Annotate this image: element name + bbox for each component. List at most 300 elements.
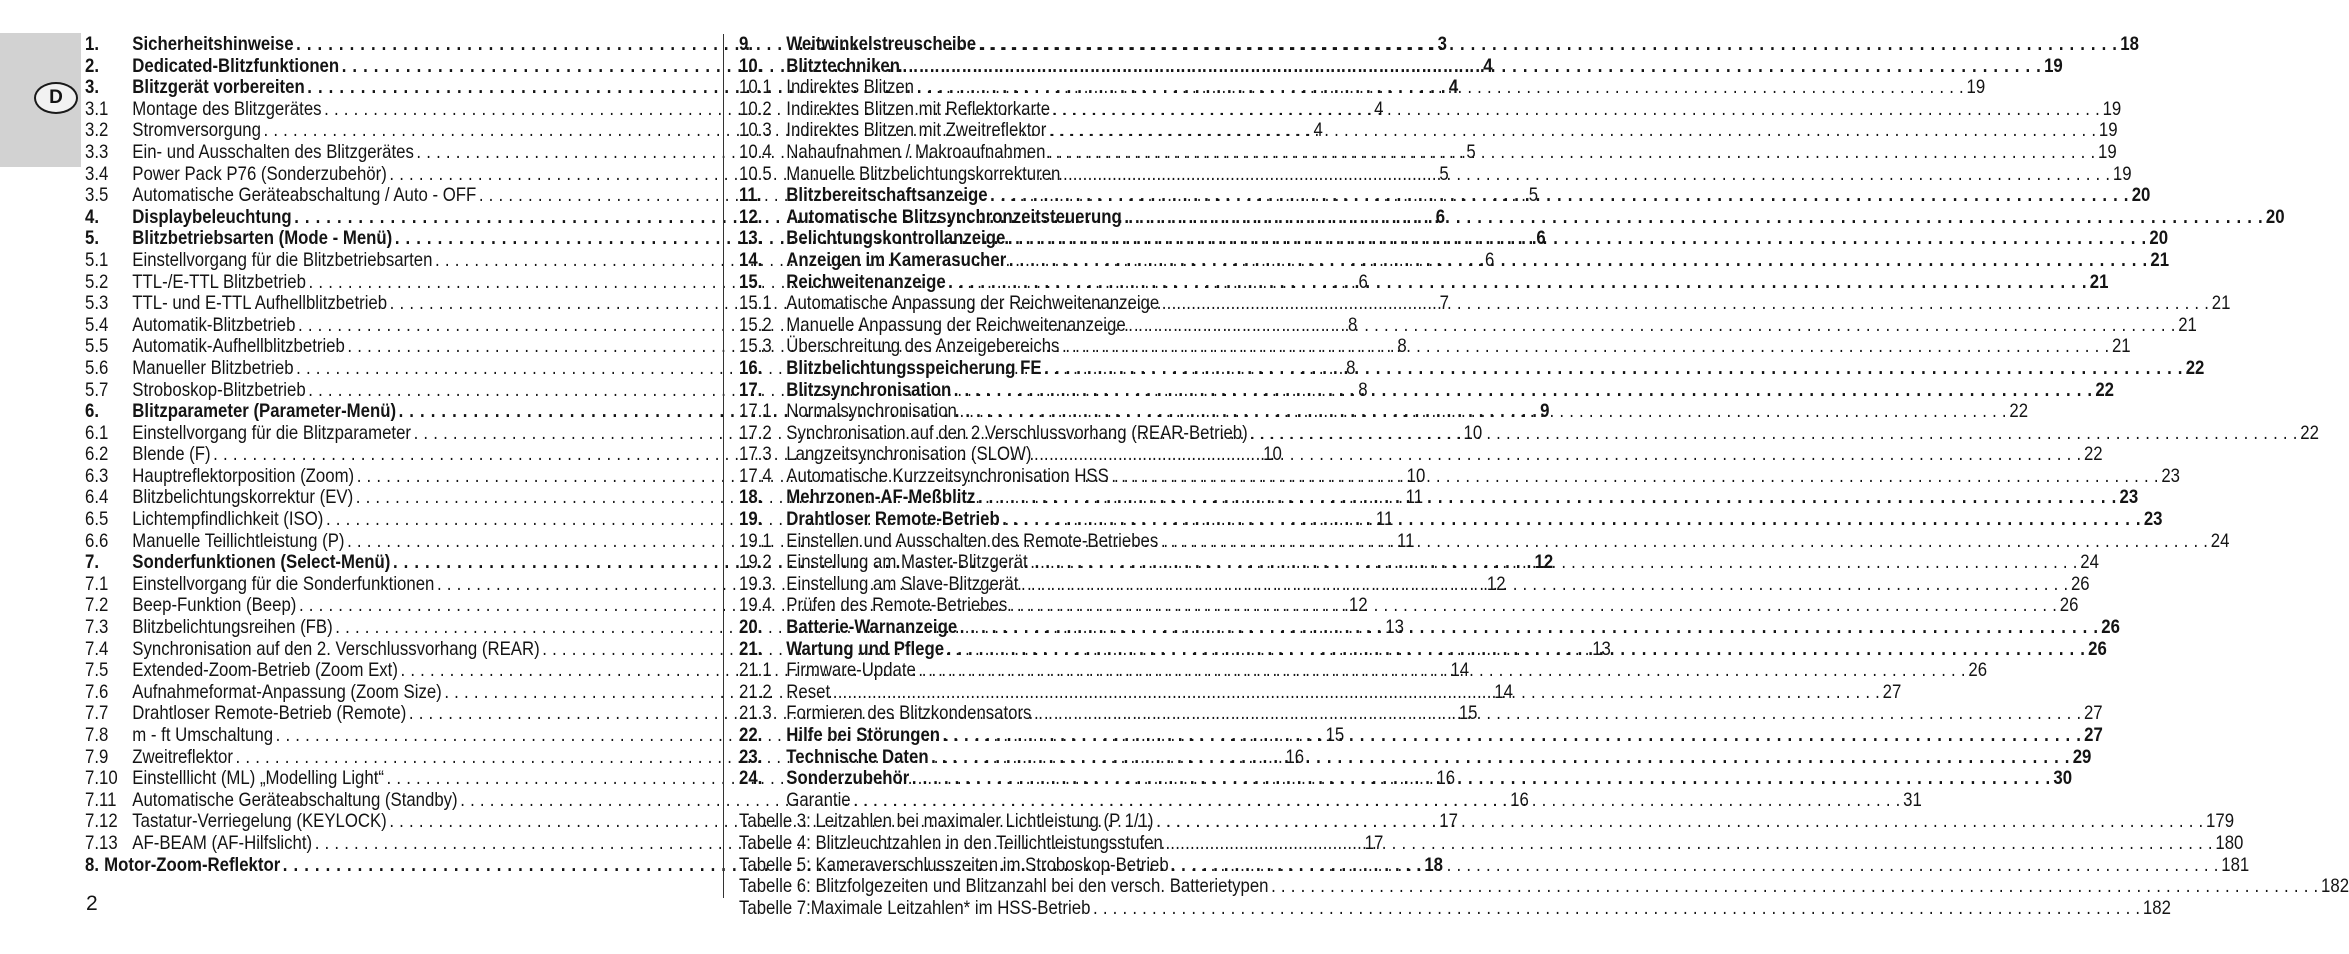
toc-entry-title: Einstellung am Slave-Blitzgerät — [786, 572, 1019, 595]
toc-leader-dots — [1005, 228, 2149, 250]
toc-entry — [739, 97, 2122, 121]
toc-entry-title: Batterie-Warnanzeige — [786, 616, 958, 639]
toc-entry — [739, 76, 1986, 99]
toc-entry-title: Manuelle Blitzbelichtungskorrekturen — [786, 162, 1061, 185]
toc-entry-number: 22. — [739, 724, 763, 746]
toc-entry-page: 23 — [2119, 486, 2139, 509]
toc-entry-number: 20. — [739, 616, 763, 639]
toc-leader-dots — [1158, 531, 2211, 553]
toc-entry-title: Synchronisation auf den 2.Verschlussvorhang (REAR-Betrieb) — [786, 421, 1248, 444]
toc-entry-number: 7.13 — [85, 831, 118, 854]
toc-entry-title: Automatische Geräteabschaltung / Auto - OFF — [132, 184, 477, 207]
toc-entry-title: AF-BEAM (AF-Hilfslicht) — [132, 831, 313, 854]
toc-entry-title: Überschreitung des Anzeigebereichs — [786, 335, 1060, 358]
toc-entry-page: 30 — [2053, 767, 2073, 790]
toc-entry-title: TTL- und E-TTL Aufhellblitzbetrieb — [132, 292, 388, 315]
toc-entry-page: 10 — [1463, 421, 1483, 444]
toc-entry-page: 179 — [2206, 810, 2235, 833]
toc-leader-dots — [1060, 164, 2113, 186]
toc-leader-dots — [976, 34, 2120, 56]
toc-entry-page: 6 — [1536, 227, 1546, 250]
toc-entry-page: 21 — [2178, 313, 2197, 336]
toc-entry-page: 31 — [1903, 788, 1922, 811]
toc-entry-title: Tabelle 4: Blitzleuchtzahlen in den Teillichtleistungsstufen — [739, 831, 1163, 854]
toc-entry — [739, 313, 2197, 337]
toc-entry-title: Mehrzonen-AF-Meßblitz — [786, 486, 976, 509]
toc-entry-page: 3 — [1437, 33, 1448, 55]
toc-entry-page: 22 — [2095, 378, 2115, 401]
toc-entry-number: 3.1 — [85, 97, 109, 120]
toc-entry-title: Montage des Blitzgerätes — [132, 97, 322, 120]
toc-entry-title: Formieren des Blitzkondensators — [786, 702, 1032, 725]
toc-entry-title: Normalsynchronisation — [786, 400, 957, 423]
toc-entry-number: 21. — [739, 637, 763, 660]
toc-entry-page: 4 — [1313, 119, 1323, 142]
toc-leader-dots — [988, 185, 2132, 207]
toc-leader-dots — [957, 617, 2101, 639]
toc-entry-page: 11 — [1397, 529, 1415, 552]
toc-leader-dots — [1000, 509, 2144, 531]
toc-entry-number: 6.6 — [85, 529, 109, 552]
toc-leader-dots — [1122, 207, 2266, 229]
toc-entry-number: 19.1 — [739, 529, 772, 552]
toc-entry-number: 8. — [85, 853, 99, 876]
toc-entry-page: 21 — [2211, 292, 2231, 315]
toc-entry — [739, 140, 2117, 164]
toc-entry-number: 7.5 — [85, 659, 109, 682]
toc-entry — [739, 292, 2231, 315]
toc-entry-number: 10. — [739, 54, 763, 77]
toc-entry-number: 3.2 — [85, 119, 109, 142]
toc-entry — [739, 356, 2205, 380]
toc-leader-dots — [1007, 595, 2060, 617]
toc-leader-dots — [1046, 120, 2099, 142]
toc-entry-page: 20 — [2265, 205, 2285, 228]
toc-entry-page: 6 — [1358, 270, 1368, 293]
language-badge: D — [34, 82, 78, 114]
toc-entry-page: 26 — [1968, 659, 1988, 682]
toc-entry-title: Tabelle 7:Maximale Leitzahlen* im HSS-Betrieb — [739, 896, 1091, 919]
toc-entry-number: 14. — [739, 248, 763, 271]
toc-entry-page: 22 — [2300, 421, 2319, 444]
toc-entry-number: 7.1 — [85, 572, 109, 595]
toc-entry-page: 19 — [1966, 76, 1986, 99]
column-divider — [723, 34, 724, 898]
toc-entry — [739, 875, 2349, 898]
toc-entry-number: 7.3 — [85, 616, 109, 639]
toc-entry-title: Blitzbelichtungsreihen (FB) — [132, 616, 333, 639]
toc-entry-number: 5.3 — [85, 292, 109, 315]
toc-entry-title: Garantie — [786, 788, 851, 811]
toc-entry-page: 7 — [1439, 292, 1449, 315]
toc-entry-number: 5.7 — [85, 378, 109, 401]
toc-entry-number: 7.10 — [85, 767, 118, 790]
toc-entry-title: Automatische Anpassung der Reichweitenanzeige — [786, 292, 1160, 315]
toc-entry-number: 7.9 — [85, 745, 109, 768]
toc-leader-dots — [851, 790, 1904, 812]
toc-entry-number: 7.8 — [85, 724, 109, 746]
toc-entry-number: 11. — [739, 184, 762, 207]
toc-entry-page: 22 — [2185, 356, 2205, 379]
toc-entry-number: 7.11 — [85, 788, 117, 811]
toc-entry-number: 5.6 — [85, 356, 109, 379]
toc-entry-number: 6.5 — [85, 508, 109, 531]
toc-entry-page: 21 — [2111, 335, 2131, 358]
toc-entry-title: Tabelle 6: Blitzfolgezeiten und Blitzanzahl bei den versch. Batterietypen — [739, 875, 1269, 898]
toc-entry-title: Einstellvorgang für die Sonderfunktionen — [132, 572, 435, 595]
toc-entry-number: 6. — [85, 400, 99, 423]
toc-entry-number: 15.2 — [739, 313, 772, 336]
toc-entry — [739, 205, 2285, 229]
toc-entry — [739, 724, 2103, 747]
toc-entry-title: Nahaufnahmen / Makroaufnahmen — [786, 140, 1046, 163]
toc-entry-page: 11 — [1375, 508, 1394, 531]
toc-entry-title: Reichweitenanzeige — [786, 270, 946, 293]
toc-entry-number: 23. — [739, 745, 763, 768]
toc-entry-title: Stromversorgung — [132, 119, 261, 142]
toc-leader-dots — [909, 768, 2053, 790]
toc-entry-number: 15.1 — [739, 292, 772, 315]
toc-entry-page: 24 — [2210, 529, 2230, 552]
toc-entry-number: 17.1 — [739, 400, 772, 423]
toc-entry-number: 7. — [85, 551, 99, 574]
toc-entry-number: 7.12 — [85, 810, 118, 833]
toc-entry-page: 182 — [2142, 896, 2171, 919]
toc-entry — [739, 745, 2092, 769]
toc-entry-title: Drahtloser Remote-Betrieb (Remote) — [132, 702, 407, 725]
toc-leader-dots — [1050, 99, 2103, 121]
toc-entry-page: 17 — [1439, 810, 1458, 833]
toc-leader-dots — [1031, 444, 2084, 466]
toc-entry-page: 27 — [2084, 724, 2103, 746]
toc-entry-number: 17.3 — [739, 443, 772, 466]
toc-entry-page: 14 — [1494, 680, 1513, 703]
toc-leader-dots — [1109, 466, 2162, 488]
toc-entry-title: Wartung und Pflege — [786, 637, 945, 660]
toc-entry-number: 2. — [85, 54, 99, 77]
toc-entry-page: 26 — [2059, 594, 2079, 617]
toc-leader-dots — [1163, 833, 2216, 855]
toc-entry-number: 5.1 — [85, 248, 109, 271]
toc-entry-page: 8 — [1346, 356, 1356, 379]
toc-entry-title: Sonderzubehör — [786, 767, 910, 790]
toc-entry-page: 16 — [1436, 767, 1456, 790]
toc-entry-title: Blitzbetriebsarten (Mode - Menü) — [132, 227, 393, 250]
toc-leader-dots — [1269, 876, 2322, 898]
toc-entry-page: 180 — [2215, 831, 2244, 854]
toc-leader-dots — [975, 487, 2119, 509]
toc-entry-number: 1. — [85, 33, 99, 55]
toc-entry-title: Beep-Funktion (Beep) — [132, 594, 297, 617]
toc-entry-title: Anzeigen im Kamerasucher — [786, 248, 1007, 271]
toc-entry-page: 22 — [2083, 443, 2103, 466]
toc-entry — [739, 335, 2131, 358]
toc-entry-page: 20 — [2131, 184, 2151, 207]
toc-entry-number: 17. — [739, 378, 763, 401]
toc-entry — [739, 33, 2139, 56]
toc-entry-page: 15 — [1458, 702, 1478, 725]
toc-leader-dots — [1059, 336, 2112, 358]
toc-entry-title: Belichtungskontrollanzeige — [786, 227, 1006, 250]
toc-leader-dots — [1045, 142, 2098, 164]
toc-right-column — [739, 33, 2349, 919]
toc-entry — [739, 270, 2109, 294]
toc-entry-title: Automatische Blitzsynchronzeitsteuerung — [786, 205, 1122, 228]
toc-entry-title: Tabelle 3: Leitzahlen bei maximaler Lichtleistung (P 1/1) — [739, 810, 1154, 833]
toc-entry-page: 19 — [2098, 119, 2118, 142]
toc-entry-title: Motor-Zoom-Reflektor — [104, 853, 281, 876]
toc-entry-page: 8 — [1358, 378, 1368, 401]
toc-entry-title: Automatische Geräteabschaltung (Standby) — [132, 788, 458, 811]
toc-leader-dots — [944, 639, 2088, 661]
toc-entry — [739, 400, 2029, 423]
toc-entry — [739, 853, 2250, 877]
toc-entry-title: Lichtempfindlichkeit (ISO) — [132, 508, 324, 531]
toc-leader-dots — [830, 682, 1883, 704]
toc-entry — [739, 227, 2169, 250]
toc-entry-page: 26 — [2088, 637, 2107, 660]
toc-entry-title: Automatische Kurzzeitsynchronisation HSS — [786, 464, 1109, 487]
toc-entry — [739, 594, 2079, 617]
toc-entry-title: Technische Daten — [786, 745, 929, 768]
toc-entry-page: 16 — [1510, 788, 1529, 811]
toc-entry-title: Blitzparameter (Parameter-Menü) — [132, 400, 397, 423]
toc-entry-page: 18 — [1424, 853, 1444, 876]
toc-leader-dots — [1031, 703, 2084, 725]
toc-entry-page: 21 — [2089, 270, 2109, 293]
toc-entry-page: 5 — [1439, 162, 1449, 185]
toc-entry-page: 182 — [2321, 875, 2349, 898]
toc-entry-page: 12 — [1486, 572, 1506, 595]
toc-entry-number: 13. — [739, 227, 763, 250]
toc-entry-number: 24. — [739, 767, 763, 790]
toc-entry-number: 6.2 — [85, 443, 109, 466]
toc-entry-title: Blitztechniken — [786, 54, 900, 77]
toc-entry-page: 27 — [2083, 702, 2103, 725]
toc-entry-title: Aufnahmeformat-Anpassung (Zoom Size) — [132, 680, 442, 703]
toc-entry-number: 19.4 — [739, 594, 772, 617]
toc-entry-page: 27 — [1882, 680, 1902, 703]
toc-entry-number: 19.3 — [739, 572, 772, 595]
toc-entry-page: 23 — [2143, 508, 2163, 531]
toc-entry-title: Sicherheitshinweise — [132, 33, 294, 55]
toc-entry-title: Tastatur-Verriegelung (KEYLOCK) — [132, 810, 387, 833]
toc-entry-number: 7.6 — [85, 680, 109, 703]
toc-entry-page: 5 — [1528, 184, 1539, 207]
toc-entry-title: Blitzgerät vorbereiten — [132, 76, 305, 99]
toc-entry — [739, 54, 2063, 78]
toc-leader-dots — [914, 77, 1967, 99]
toc-entry-page: 11 — [1405, 486, 1424, 509]
toc-leader-dots — [951, 380, 2095, 402]
toc-entry — [739, 810, 2235, 833]
toc-entry-number: 6.1 — [85, 421, 109, 444]
toc-entry-page: 13 — [1592, 637, 1611, 660]
toc-entry-title: Indirektes Blitzen mit Zweitreflektor — [786, 119, 1047, 142]
toc-entry-page: 6 — [1484, 248, 1495, 271]
toc-entry-number: 10.1 — [739, 76, 772, 99]
toc-entry-page: 19 — [2112, 162, 2132, 185]
toc-entry-title: Synchronisation auf den 2. Verschlussvorhang (REAR) — [132, 637, 540, 660]
toc-entry-title: Firmware-Update — [786, 659, 916, 682]
toc-entry-title: Ein- und Ausschalten des Blitzgerätes — [132, 140, 414, 163]
toc-entry-title: Automatik-Aufhellblitzbetrieb — [132, 335, 345, 358]
toc-entry-number: 5.4 — [85, 313, 109, 336]
toc-entry-page: 19 — [2102, 97, 2122, 120]
toc-entry-number: 3.3 — [85, 140, 109, 163]
toc-entry-title: Sonderfunktionen (Select-Menü) — [132, 551, 391, 574]
toc-entry-title: Hauptreflektorposition (Zoom) — [132, 464, 355, 487]
toc-entry-page: 4 — [1374, 97, 1384, 120]
toc-leader-dots — [1169, 855, 2222, 877]
toc-leader-dots — [1006, 250, 2150, 272]
toc-entry-title: Manueller Blitzbetrieb — [132, 356, 294, 379]
toc-entry-number: 21.3 — [739, 702, 772, 725]
toc-entry — [739, 443, 2103, 466]
toc-entry-page: 8 — [1347, 313, 1358, 336]
toc-entry-title: Zweitreflektor — [132, 745, 233, 768]
toc-entry-number: 5.5 — [85, 335, 109, 358]
toc-entry-title: Blitzbereitschaftsanzeige — [786, 184, 988, 207]
toc-entry-page: 4 — [1483, 54, 1493, 77]
toc-entry-number: 16. — [739, 356, 763, 379]
toc-leader-dots — [929, 747, 2073, 769]
toc-entry-page: 15 — [1325, 724, 1345, 746]
toc-entry-number: 10.3 — [739, 119, 772, 142]
toc-entry-number: 7.7 — [85, 702, 109, 725]
toc-entry-number: 5. — [85, 227, 99, 250]
toc-entry-number: 15. — [739, 270, 763, 293]
toc-entry-number: 10.5 — [739, 162, 772, 185]
toc-entry-number: 7.2 — [85, 594, 109, 617]
toc-entry-page: 22 — [2009, 400, 2029, 423]
toc-entry-page: 18 — [2120, 33, 2139, 55]
toc-entry-title: Power Pack P76 (Sonderzubehör) — [132, 162, 387, 185]
toc-entry-title: Extended-Zoom-Betrieb (Zoom Ext) — [132, 659, 398, 682]
toc-entry-page: 10 — [1406, 464, 1426, 487]
toc-entry — [739, 896, 2171, 920]
toc-entry-page: 10 — [1263, 443, 1282, 466]
toc-entry-page: 8 — [1397, 335, 1407, 358]
toc-entry-number: 19. — [739, 508, 763, 531]
toc-entry-title: Tabelle 5: Kameraverschlusszeiten im Stroboskop-Betrieb — [739, 853, 1169, 876]
toc-entry-number: 15.3 — [739, 335, 772, 358]
toc-entry-number: 5.2 — [85, 270, 109, 293]
toc-entry — [739, 119, 2118, 142]
toc-entry — [739, 162, 2132, 186]
toc-entry-page: 21 — [2150, 248, 2170, 271]
toc-entry-page: 26 — [2070, 572, 2090, 595]
toc-entry-title: Displaybeleuchtung — [132, 205, 292, 228]
toc-leader-dots — [1126, 315, 2179, 337]
toc-entry-page: 20 — [2149, 227, 2169, 250]
toc-entry-number: 7.4 — [85, 637, 109, 660]
toc-entry-page: 4 — [1448, 76, 1459, 99]
toc-entry-title: Hilfe bei Störungen — [786, 724, 941, 746]
toc-entry-title: Einstellen und Ausschalten des Remote-Betriebes — [786, 529, 1159, 552]
toc-entry-title: Prüfen des Remote-Betriebes — [786, 594, 1008, 617]
toc-entry-number: 4. — [85, 205, 99, 228]
toc-entry-page: 29 — [2072, 745, 2092, 768]
toc-entry-number: 6.4 — [85, 486, 109, 509]
toc-entry-number: 12. — [739, 205, 763, 228]
toc-entry-title: Manuelle Teillichtleistung (P) — [132, 529, 345, 552]
toc-entry-page: 19 — [2098, 140, 2117, 163]
toc-entry-page: 9 — [1540, 400, 1550, 423]
toc-entry-title: Einstelllicht (ML) „Modelling Light“ — [132, 767, 384, 790]
toc-entry-title: Langzeitsynchronisation (SLOW) — [786, 443, 1032, 466]
toc-entry-title: Drahtloser Remote-Betrieb — [786, 508, 1000, 531]
toc-entry-page: 16 — [1285, 745, 1305, 768]
toc-entry-title: Dedicated-Blitzfunktionen — [132, 54, 340, 77]
toc-entry-title: Manuelle Anpassung der Reichweitenanzeige — [786, 313, 1126, 336]
toc-entry-page: 17 — [1364, 831, 1384, 854]
toc-leader-dots — [1154, 811, 2207, 833]
toc-entry-title: Einstellung am Master-Blitzgerät — [786, 551, 1028, 574]
toc-entry-title: Weitwinkelstreuscheibe — [786, 33, 977, 55]
toc-leader-dots — [1042, 358, 2186, 380]
page-number: 2 — [86, 892, 98, 915]
toc-entry-number: 3.5 — [85, 184, 109, 207]
toc-entry-page: 6 — [1435, 205, 1446, 228]
toc-entry-page: 19 — [2044, 54, 2063, 77]
toc-entry-title: Blende (F) — [132, 443, 211, 466]
toc-entry-title: Blitzbelichtungsspeicherung FE — [786, 356, 1042, 379]
toc-entry-title: Indirektes Blitzen mit Reflektorkarte — [786, 97, 1051, 120]
toc-leader-dots — [940, 725, 2084, 747]
toc-entry-number: 3.4 — [85, 162, 109, 185]
toc-entry-title: Automatik-Blitzbetrieb — [132, 313, 296, 336]
toc-entry-number: 18. — [739, 486, 763, 509]
toc-entry-title: TTL-/E-TTL Blitzbetrieb — [132, 270, 306, 293]
toc-entry-title: Einstellvorgang für die Blitzparameter — [132, 421, 412, 444]
toc-entry-number: 3. — [85, 76, 99, 99]
toc-entry-number: 19.2 — [739, 551, 772, 574]
toc-entry-page: 26 — [2101, 616, 2120, 639]
toc-entry-number: 10.2 — [739, 97, 772, 120]
toc-entry-page: 14 — [1450, 659, 1470, 682]
toc-entry-number: 6.3 — [85, 464, 109, 487]
toc-entry-page: 23 — [2161, 464, 2181, 487]
toc-leader-dots — [1248, 423, 2301, 445]
toc-entry-page: 12 — [1534, 551, 1554, 574]
toc-entry-title: Reset — [786, 680, 831, 703]
toc-entry-title: Blitzbelichtungskorrektur (EV) — [132, 486, 354, 509]
toc-entry-page: 24 — [2080, 551, 2099, 574]
toc-entry-page: 13 — [1385, 616, 1404, 639]
toc-leader-dots — [1028, 552, 2081, 574]
toc-entry-number: 17.4 — [739, 464, 772, 487]
toc-entry-page: 5 — [1466, 140, 1476, 163]
toc-leader-dots — [900, 56, 2044, 78]
toc-leader-dots — [1090, 898, 2143, 920]
toc-leader-dots — [1159, 293, 2212, 315]
toc-entry-page: 12 — [1348, 594, 1368, 617]
toc-entry-number: 21.1 — [739, 659, 772, 682]
toc-entry-title: Indirektes Blitzen — [786, 76, 915, 99]
toc-entry — [739, 184, 2151, 207]
toc-entry-title: Einstellvorgang für die Blitzbetriebsarten — [132, 248, 433, 271]
toc-entry — [739, 248, 2170, 272]
toc-entry-number: 9. — [739, 33, 753, 55]
toc-entry-title: Stroboskop-Blitzbetrieb — [132, 378, 306, 401]
toc-leader-dots — [1018, 574, 2071, 596]
toc-entry-number: 10.4 — [739, 140, 772, 163]
toc-entry — [739, 378, 2115, 402]
toc-leader-dots — [916, 660, 1969, 682]
toc-entry-title: m - ft Umschaltung — [132, 724, 274, 746]
toc-entry-title: Blitzsynchronisation — [786, 378, 952, 401]
